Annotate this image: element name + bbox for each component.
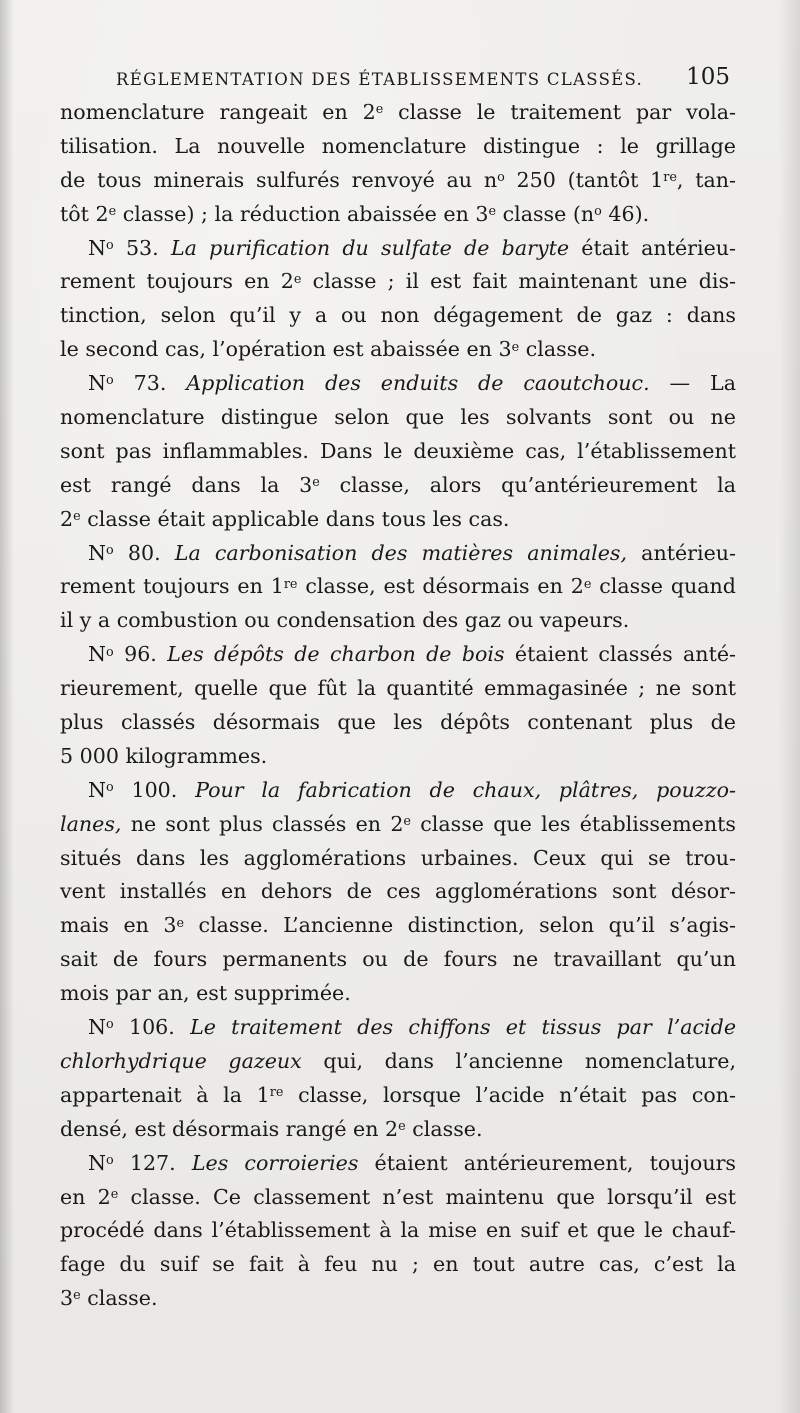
text-run: 100.	[113, 777, 196, 802]
text-line	[60, 570, 736, 604]
page-number: 105	[686, 64, 730, 90]
text-run: 80.	[113, 540, 175, 565]
italic-title: chlorhydrique gazeux	[60, 1048, 302, 1073]
running-head: RÉGLEMENTATION DES ÉTABLISSEMENTS CLASSÉS.	[116, 70, 644, 89]
superscript: o	[106, 644, 114, 660]
text-run: 46).	[601, 201, 650, 226]
text-line	[60, 1214, 736, 1248]
superscript: e	[176, 915, 185, 931]
superscript: re	[283, 576, 298, 592]
text-line	[60, 1113, 736, 1147]
italic-title: Les corroieries	[191, 1150, 359, 1175]
text-run: tinction, selon qu’il y a ou non dégagement de gaz : dans	[60, 303, 736, 328]
text-run: est rangé dans la 3	[60, 472, 313, 497]
text-run: classe. Ce classement n’est maintenu que lorsqu’il est	[118, 1184, 736, 1209]
text-run: vent installés en dehors de ces agglomérations sont désor-	[60, 879, 736, 904]
text-line	[60, 435, 736, 469]
superscript: o	[497, 170, 505, 186]
text-line	[60, 774, 736, 808]
text-line	[60, 909, 736, 943]
text-line	[60, 333, 736, 367]
text-run: classe quand	[591, 574, 736, 599]
text-run: le second cas, l’opération est abaissée en 3	[60, 337, 512, 362]
text-run: 73.	[113, 371, 187, 396]
italic-title: La carbonisation des matières animales,	[174, 540, 628, 565]
text-line	[60, 265, 736, 299]
superscript: e	[312, 475, 320, 491]
text-run: il y a combustion ou condensation des gaz ou vapeurs.	[60, 608, 630, 633]
text-run: rieurement, quelle que fût la quantité emmagasinée ; ne sont	[60, 676, 736, 701]
text-run: était antérieu-	[569, 235, 736, 260]
superscript: e	[511, 339, 520, 355]
text-line	[60, 1282, 736, 1316]
text-run: mais en 3	[60, 913, 177, 938]
text-run: classe.	[80, 1286, 158, 1311]
text-run: — La	[649, 371, 736, 396]
superscript: re	[269, 1085, 284, 1101]
text-line	[60, 977, 736, 1011]
text-run: 250 (tantôt 1	[504, 167, 664, 192]
text-run: 3	[60, 1286, 74, 1311]
text-run: classe, lorsque l’acide n’était pas con-	[283, 1082, 736, 1107]
text-run: en 2	[60, 1184, 111, 1209]
page-header	[60, 62, 740, 98]
text-run: N	[88, 235, 107, 260]
text-line	[60, 943, 736, 977]
body-text	[60, 96, 736, 1316]
text-line	[60, 638, 736, 672]
text-run: ne sont plus classés en 2	[121, 811, 404, 836]
text-line	[60, 740, 736, 774]
text-run: 5 000 kilogrammes.	[60, 743, 268, 768]
text-line	[60, 604, 736, 638]
italic-title: lanes,	[60, 811, 122, 836]
text-run: classe.	[519, 337, 597, 362]
text-run: nomenclature rangeait en 2	[60, 100, 376, 124]
text-run: 96.	[113, 642, 168, 667]
text-run: nomenclature distingue selon que les solvants sont ou ne	[60, 405, 736, 430]
text-run: N	[88, 1150, 107, 1175]
text-line	[60, 1045, 736, 1079]
text-line	[60, 367, 736, 401]
superscript: e	[375, 102, 384, 118]
superscript: e	[108, 203, 117, 219]
page-edge-shadow-left	[0, 0, 14, 1413]
superscript: o	[106, 542, 114, 558]
superscript: e	[398, 1118, 406, 1134]
text-run: étaient classés anté-	[504, 642, 736, 667]
text-line	[60, 1147, 736, 1181]
text-line	[60, 503, 736, 537]
text-run: 127.	[113, 1150, 192, 1175]
superscript: e	[403, 813, 411, 829]
italic-title: Application des enduits de caoutchouc.	[186, 371, 650, 396]
text-run: classe était applicable dans tous les cas.	[80, 506, 510, 531]
text-line	[60, 401, 736, 435]
text-line	[60, 96, 736, 130]
superscript: e	[73, 508, 81, 524]
text-run: plus classés désormais que les dépôts contenant plus de	[60, 710, 736, 735]
superscript: o	[106, 780, 114, 796]
superscript: e	[73, 1288, 81, 1304]
text-line	[60, 875, 736, 909]
superscript: o	[106, 1152, 114, 1168]
superscript: o	[106, 237, 114, 253]
text-line	[60, 1079, 736, 1113]
text-run: classe, est désormais en 2	[297, 574, 584, 599]
text-run: classe. L’ancienne distinction, selon qu’il s’agis-	[184, 913, 736, 938]
text-line	[60, 198, 736, 232]
text-run: tôt 2	[60, 201, 109, 226]
superscript: e	[110, 1186, 119, 1202]
text-line	[60, 808, 736, 842]
italic-title: La purification du sulfate de baryte	[170, 235, 570, 260]
text-line	[60, 164, 736, 198]
text-run: classe le traitement par vola-	[383, 100, 736, 124]
text-line	[60, 232, 736, 266]
text-line	[60, 842, 736, 876]
superscript: o	[106, 373, 114, 389]
text-run: 53.	[113, 235, 171, 260]
text-run: N	[88, 777, 107, 802]
text-line	[60, 469, 736, 503]
text-run: mois par an, est supprimée.	[60, 981, 351, 1006]
text-run: N	[88, 540, 107, 565]
superscript: o	[106, 1017, 114, 1033]
superscript: e	[488, 203, 497, 219]
text-run: sait de fours permanents ou de fours ne travaillant qu’un	[60, 947, 736, 972]
text-run: tilisation. La nouvelle nomenclature distingue : le grillage	[60, 133, 736, 158]
italic-title: Pour la fabrication de chaux, plâtres, pouzzo-	[195, 777, 736, 802]
text-run: classe ; il est fait maintenant une dis-	[301, 269, 736, 294]
text-run: 106.	[113, 1015, 191, 1040]
text-run: classe) ; la réduction abaissée en 3	[116, 201, 489, 226]
text-run: classe, alors qu’antérieurement la	[319, 472, 737, 497]
text-run: rement toujours en 2	[60, 269, 294, 294]
text-run: procédé dans l’établissement à la mise en suif et que le chauf-	[60, 1218, 736, 1243]
text-run: N	[88, 371, 107, 396]
text-line	[60, 1181, 736, 1215]
text-run: N	[88, 1015, 107, 1040]
text-run: rement toujours en 1	[60, 574, 284, 599]
text-run: fage du suif se fait à feu nu ; en tout autre cas, c’est la	[60, 1252, 736, 1277]
text-line	[60, 1248, 736, 1282]
superscript: e	[293, 271, 302, 287]
text-run: qui, dans l’ancienne nomenclature,	[301, 1048, 736, 1073]
text-run: 2	[60, 506, 74, 531]
text-run: appartenait à la 1	[60, 1082, 270, 1107]
text-line	[60, 706, 736, 740]
text-line	[60, 299, 736, 333]
text-run: antérieu-	[627, 540, 737, 565]
text-run: densé, est désormais rangé en 2	[60, 1116, 399, 1141]
text-line	[60, 537, 736, 571]
text-run: classe que les établissements	[410, 811, 736, 836]
superscript: o	[594, 203, 602, 219]
text-run: situés dans les agglomérations urbaines. Ceux qui se trou-	[60, 845, 736, 870]
text-run: classe (n	[496, 201, 595, 226]
text-run: classe.	[405, 1116, 483, 1141]
text-line	[60, 672, 736, 706]
text-run: sont pas inflammables. Dans le deuxième cas, l’établissement	[60, 438, 736, 463]
page-edge-shadow-right	[778, 0, 800, 1413]
italic-title: Le traitement des chiffons et tissus par l’acide	[190, 1015, 737, 1040]
text-line	[60, 1011, 736, 1045]
text-run: de tous minerais sulfurés renvoyé au n	[60, 167, 498, 192]
text-run: , tan-	[676, 167, 736, 192]
superscript: re	[663, 170, 677, 186]
text-line	[60, 130, 736, 164]
text-run: étaient antérieurement, toujours	[358, 1150, 737, 1175]
text-run: N	[88, 642, 107, 667]
italic-title: Les dépôts de charbon de bois	[167, 642, 505, 667]
superscript: e	[583, 576, 592, 592]
